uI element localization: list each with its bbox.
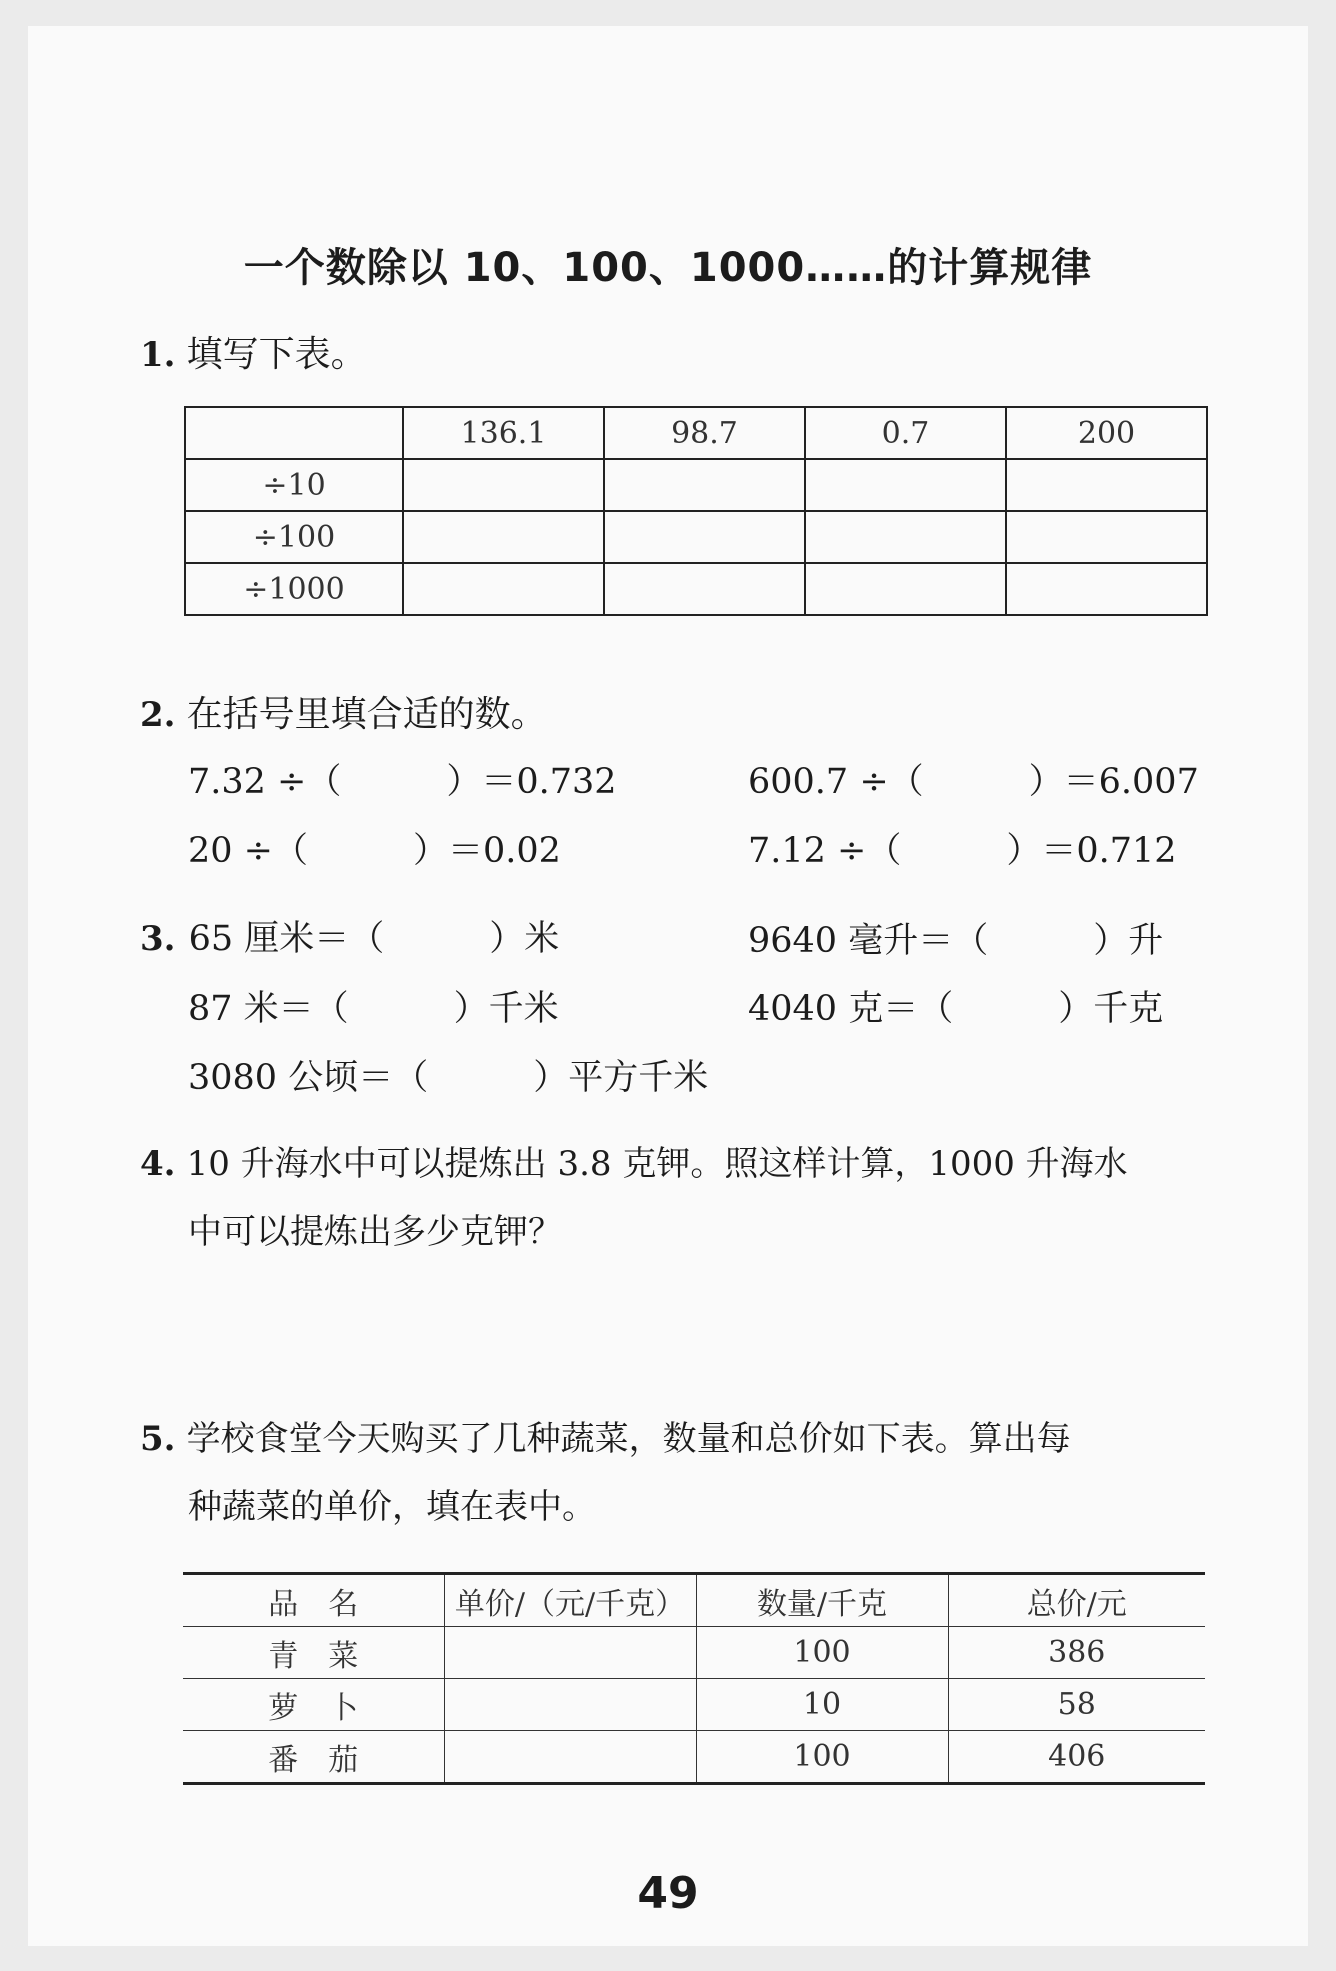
question-5 (140, 1411, 1071, 1460)
vegetable-table (183, 1572, 1205, 1785)
conversion-line: 65 厘米＝（ ）米 (188, 919, 560, 959)
question-4 (140, 1136, 1128, 1185)
question-2-text: 在括号里填合适的数。 (186, 694, 547, 735)
row-label: ÷100 (185, 511, 403, 563)
table-header-cell (185, 407, 403, 459)
answer-cell[interactable] (604, 563, 805, 615)
answer-cell[interactable] (604, 459, 805, 511)
table-row (183, 1679, 1205, 1731)
page-number: 49 (637, 1868, 699, 1919)
question-4-number: 4. (140, 1144, 176, 1184)
equation-line: 7.12 ÷（ ）＝0.712 (748, 831, 1177, 871)
conversion-line: 3080 公顷＝（ ）平方千米 (188, 1058, 709, 1098)
answer-cell[interactable] (1006, 511, 1207, 563)
total-price-cell: 58 (948, 1679, 1205, 1731)
table-header-cell: 单价/（元/千克） (444, 1574, 696, 1627)
division-table (184, 406, 1208, 616)
table-header-cell: 品 名 (183, 1574, 444, 1627)
page-title: 一个数除以 10、100、1000……的计算规律 (243, 245, 1093, 291)
table-header-cell: 200 (1006, 407, 1207, 459)
table-row (185, 563, 1207, 615)
table-header-cell: 数量/千克 (696, 1574, 948, 1627)
answer-cell[interactable] (1006, 563, 1207, 615)
equation-line: 7.32 ÷（ ）＝0.732 (188, 762, 617, 802)
quantity-cell: 100 (696, 1731, 948, 1784)
table-header-row (183, 1574, 1205, 1627)
question-4-text-cont: 中可以提炼出多少克钾？ (188, 1212, 562, 1252)
table-header-cell: 总价/元 (948, 1574, 1205, 1627)
question-3-number: 3. (140, 919, 176, 959)
vegetable-name: 青 菜 (183, 1627, 444, 1679)
conversion-line: 4040 克＝（ ）千克 (748, 989, 1164, 1029)
answer-cell[interactable] (1006, 459, 1207, 511)
question-1 (140, 326, 367, 377)
quantity-cell: 100 (696, 1627, 948, 1679)
total-price-cell: 386 (948, 1627, 1205, 1679)
answer-cell[interactable] (403, 563, 604, 615)
table-header-cell: 136.1 (403, 407, 604, 459)
equation-line: 20 ÷（ ）＝0.02 (188, 831, 561, 871)
row-label: ÷1000 (185, 563, 403, 615)
unit-price-cell[interactable] (444, 1731, 696, 1784)
answer-cell[interactable] (403, 459, 604, 511)
question-2 (140, 686, 547, 737)
table-row (185, 511, 1207, 563)
question-1-text: 填写下表。 (186, 334, 367, 375)
question-5-text-cont: 种蔬菜的单价，填在表中。 (188, 1487, 596, 1527)
vegetable-name: 萝 卜 (183, 1679, 444, 1731)
answer-cell[interactable] (403, 511, 604, 563)
answer-cell[interactable] (604, 511, 805, 563)
table-header-cell: 0.7 (805, 407, 1006, 459)
unit-price-cell[interactable] (444, 1679, 696, 1731)
answer-cell[interactable] (805, 459, 1006, 511)
table-row (183, 1731, 1205, 1784)
question-2-number: 2. (140, 695, 176, 735)
vegetable-name: 番 茄 (183, 1731, 444, 1784)
table-header-row (185, 407, 1207, 459)
unit-price-cell[interactable] (444, 1627, 696, 1679)
quantity-cell: 10 (696, 1679, 948, 1731)
table-row (185, 459, 1207, 511)
conversion-line: 87 米＝（ ）千米 (188, 989, 559, 1029)
conversion-line: 9640 毫升＝（ ）升 (748, 921, 1164, 961)
total-price-cell: 406 (948, 1731, 1205, 1784)
row-label: ÷10 (185, 459, 403, 511)
answer-cell[interactable] (805, 511, 1006, 563)
worksheet-page (28, 26, 1308, 1946)
question-4-text: 10 升海水中可以提炼出 3.8 克钾。照这样计算，1000 升海水 (186, 1144, 1128, 1184)
question-5-text: 学校食堂今天购买了几种蔬菜，数量和总价如下表。算出每 (186, 1419, 1071, 1459)
question-3 (140, 911, 559, 961)
answer-cell[interactable] (805, 563, 1006, 615)
table-header-cell: 98.7 (604, 407, 805, 459)
table-row (183, 1627, 1205, 1679)
equation-line: 600.7 ÷（ ）＝6.007 (748, 762, 1199, 802)
question-5-number: 5. (140, 1419, 176, 1459)
question-1-number: 1. (140, 335, 176, 375)
